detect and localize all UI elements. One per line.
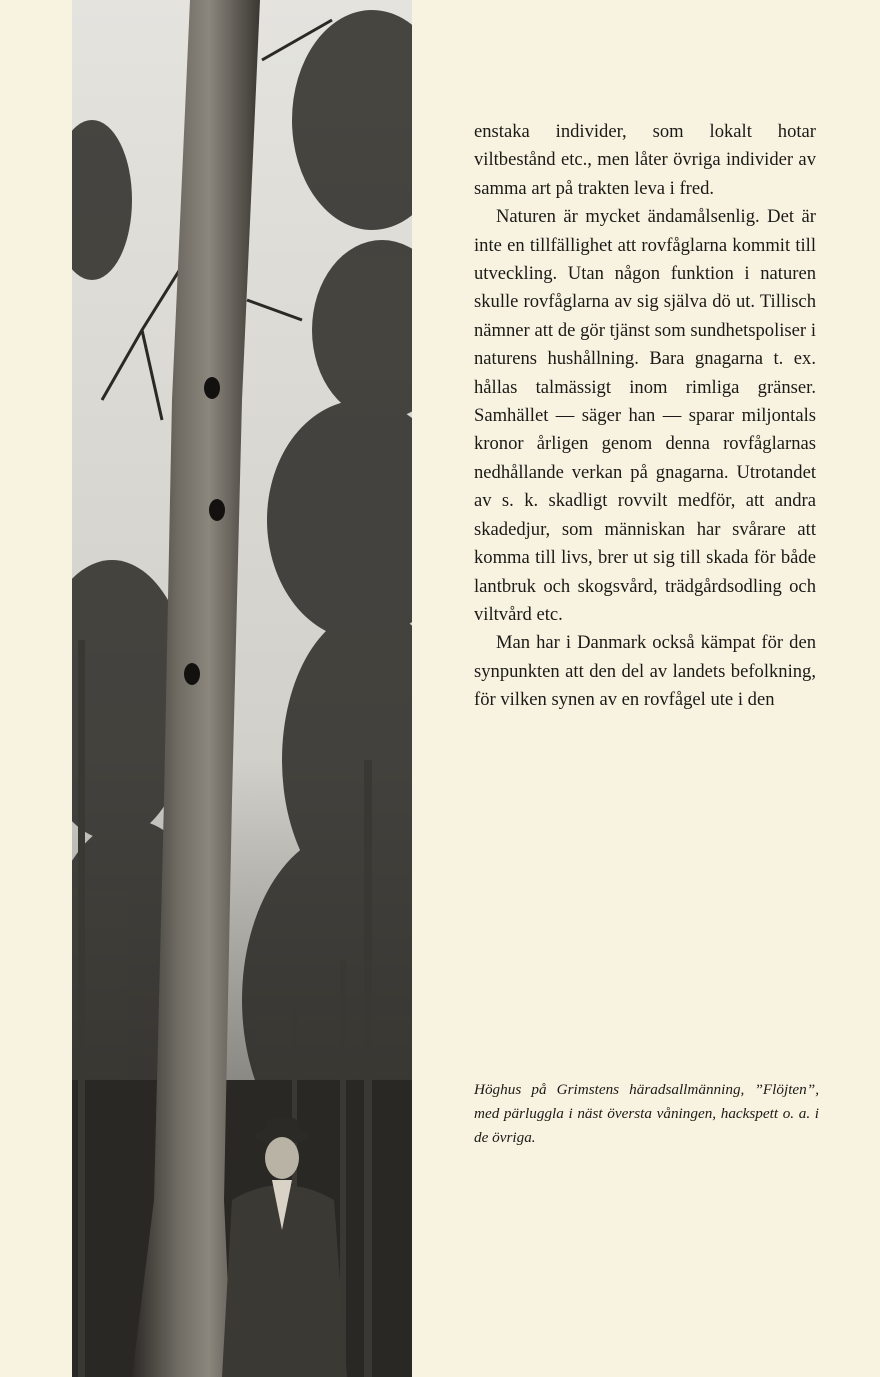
pine-forest-photo [72, 0, 412, 1377]
paragraph: Naturen är mycket ändamålsenlig. Det är inte en tillfällighet att rovfåglarna kommit till utveckling. Utan någon funktion i naturen skulle rovfåglarna av sig själva dö ut. Tillisch nämner att de gör tjänst som sundhetspoliser i naturens hushållning. Bara gnagarna t. ex. hållas talmässigt inom rimliga gränser. Samhället — säger han — sparar miljontals kronor årligen genom denna rovfåglarnas nedhållande verkan på gnagarna. Utrotandet av s. k. skadligt rovvilt medför, att andra skadedjur, som människan har svårare att komma till livs, brer ut sig till skada för både lantbruk och skogsvård, trädgårdsodling och viltvård etc. [474, 206, 816, 625]
photo-caption: Höghus på Grimstens häradsallmänning, ”Flöjten”, med pärluggla i näst översta våningen, hackspett o. a. i de övriga. [474, 1081, 819, 1146]
paragraph: enstaka individer, som lokalt hotar viltbestånd etc., men låter övriga individer av samma art på trakten leva i fred. [474, 121, 816, 199]
photo-illustration [72, 0, 412, 1377]
body-text [474, 118, 816, 715]
paragraph: Man har i Danmark också kämpat för den synpunkten att den del av landets befolkning, för vilken synen av en rovfågel ute i den [474, 632, 816, 711]
